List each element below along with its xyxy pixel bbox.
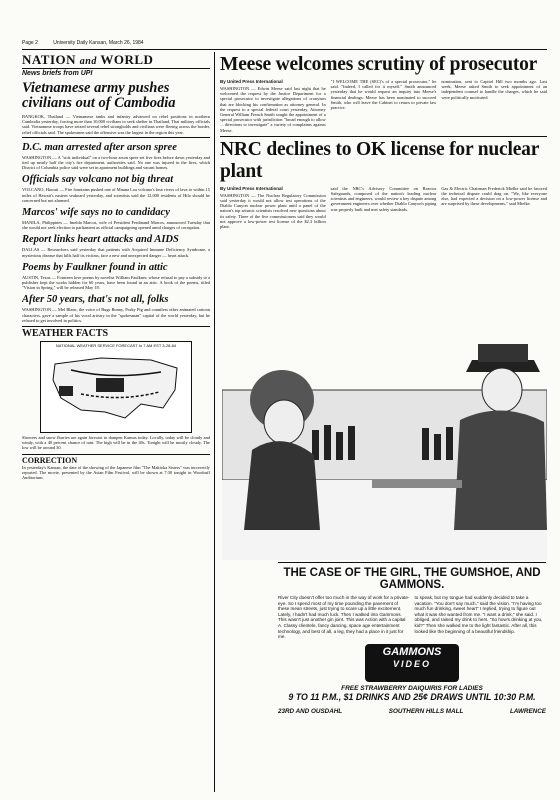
us-map-graphic [41, 342, 191, 432]
story-body: MANILA, Philippines — Imelda Marcos, wife of President Ferdinand Marcos, announced Tuesday that she would not seek election to parliament as official campaigning opened amid charges of corruption. [22, 220, 210, 231]
nrc-columns [220, 186, 547, 230]
correction-body: In yesterday's Kansan, the date of the showing of the Japanese film "The Makioka Sisters" was incorrectly reported. The movie, presented by the Asian Film Festival, will be shown at 7:30 tonight in Woodruff Auditorium. [22, 464, 210, 481]
story-headline: D.C. man arrested after arson spree [22, 141, 177, 153]
story-body: WASHINGTON — Mel Blanc, the voice of Bugs Bunny, Porky Pig and countless other animated cartoon characters, gave a sample of his vocal artistry in the "spokesman" capital of the world yesterday, but he refused to get involved in politics. [22, 307, 210, 323]
story-headline: After 50 years, that's not all, folks [22, 294, 169, 306]
story-headline: Marcos' wife says no to candidacy [22, 207, 170, 219]
story-body: WASHINGTON — A "sick individual" on a two-hour arson spree set five fires before dawn yesterday and tied up nearly half the city's fire department, authorities said. No one was injured in the fires, which District of Columbia police said were set in apartment buildings and vacant homes. [22, 154, 210, 171]
byline: By United Press International [220, 79, 283, 84]
weather-map [40, 341, 192, 433]
ad-body: River City doesn't offer too much in the way of work for a private-eye. So I spend most of my time pounding the pavement of these mean streets, just trying to scare up a little excitement. Lately, I hadn't had much luck. Then I walked into Gammons. This wasn't just another gin joint. This was Action with a capital A. Classy clientele, fancy dancing, space age entertainment technology, and best of all, a leg, they had a place in it just for me. [278, 595, 410, 640]
gammons-video-logo: GAMMONS VIDEO [365, 644, 459, 682]
ad-hours: 9 TO 11 P.M., $1 DRINKS AND 25¢ DRAWS UNTIL 10:30 P.M. [288, 691, 536, 702]
meese-headline: Meese welcomes scrutiny of prosecutor [220, 54, 538, 75]
story-body: VOLCANO, Hawaii — Fire fountains pushed one of Mauna Loa volcano's four rivers of lava to within 15 miles of Hawaii's eastern seaboard yesterday, and scientists said the 12,000 residents of Hilo should be concerned but not alarmed. [22, 187, 210, 203]
section-title: NATION and WORLD [22, 52, 210, 69]
divider [220, 136, 547, 137]
ad-body: to speak, but my tongue had suddenly decided to take a vacation. "You don't say much," said the vision. "I'm having too much fun drinking, sweet heart" I replied, trying to figure out what it was she wanted from me. "I want a drink," she said. I obliged, and raised my drink to hers. "So how's drinking at you, kid?" Then she walked me to the light fantastic. After all, this looked like the beginning of a beautiful friendship. [414, 595, 543, 634]
paper-dateline: University Daily Kansan, March 26, 1984 [53, 40, 144, 46]
nation-world-column [22, 52, 210, 792]
column-divider [214, 52, 215, 792]
story-headline: Report links heart attacks and AIDS [22, 234, 179, 246]
story-headline: Poems by Faulkner found in attic [22, 261, 168, 273]
ad-headline: THE CASE OF THE GIRL, THE GUMSHOE, AND GAMMONS. [283, 567, 541, 591]
story-body: BANGKOK, Thailand — Vietnamese tanks and infantry advanced on rebel positions in northern Cambodia yesterday, forcing more than 10,000 civilians to seek shelter in Thailand, Thai military officials said. Vietnamese troops have seized several rebel strongholds and civilians were fleeing across the border, relief officials said. The spokesmen said the offensive was the largest in the region this year. [22, 114, 210, 135]
story-body: WASHINGTON — The Nuclear Regulatory Commission said yesterday it would not allow test operations of the Diablo Canyon nuclear power plant until a panel of the nation's top seismic scientists resolved new questions about its safety. Three of the five commissioners said they would not approve a low-power test license of the $2.3 billion plant. [220, 192, 326, 230]
story-body: Gas & Electric Chairman Frederick Mielke said he favored the technical dispute could drag on. "We, like everyone else, had expected a decision on a low-power license and are surprised by these developments," said Mielke. [441, 185, 548, 207]
page-header [22, 40, 547, 50]
gammons-advertisement [278, 562, 546, 791]
ad-footer: 23RD AND OUSDAHL SOUTHERN HILLS MALL LAWRENCE [278, 707, 546, 715]
section-subtitle: News briefs from UPI [22, 70, 93, 77]
weather-body: Showers and snow flurries are again forecast to dampen Kansas today. Locally, today will be cloudy and windy, with a 40 percent chance of rain. The high will be in the 40s. Tonight will be mostly cloudy. The low will be around 30. [22, 435, 210, 451]
newspaper-page [22, 40, 547, 795]
story-body: DALLAS — Researchers said yesterday that patients with Acquired Immune Deficiency Syndrome, a mysterious disease that kills half its victims, face a new and unexpected danger — heart attack. [22, 247, 210, 258]
weather-map-caption: NATIONAL WEATHER SERVICE FORECAST to 7 AM EST 3-28-84 [55, 343, 177, 349]
right-section [220, 52, 547, 792]
story-body: AUSTIN, Texas — Fourteen love poems by novelist William Faulkner, whose refusal to pay a subsidy to a publisher kept the works hidden for 60 years, have been found in an attic. A book of the poems, titled "Vision in Spring," will be released May 18. [22, 274, 210, 291]
story-headline: Vietnamese army pushes civilians out of Cambodia [22, 80, 176, 111]
page-number: Page 2 [22, 40, 38, 46]
ad-promo: FREE STRAWBERRY DAIQUIRIS FOR LADIES [341, 684, 483, 692]
byline: By United Press International [220, 185, 283, 191]
story-headline: Officials say volcano not big threat [22, 174, 174, 186]
nrc-headline: NRC declines to OK license for nuclear plant [220, 138, 539, 182]
detective-illustration [222, 330, 547, 560]
story-body: "I WELCOME THE (SEC)'s of a special prosecutor," he said. "Indeed, I called for it myself." Smith announced yesterday that he would request an inquiry into Meese's financial dealings. Meese has been nominated to succeed Smith, who will leave the Cabinet to return to private law practice. [330, 79, 437, 111]
story-body: WASHINGTON — Edwin Meese said last night that he welcomed the request by the Justice Department for a special prosecutor to investigate allegations of cronyism that are blocking his confirmation as attorney general. In the request to a special federal court yesterday, Attorney General William French Smith sought the appointment of a special prosecutor with jurisdiction "broad enough to allow ... directions to investigate" a variety of complaints against Meese. [220, 86, 326, 133]
divider [22, 137, 210, 138]
weather-heading: WEATHER FACTS [22, 326, 210, 339]
story-body: nomination, sent to Capitol Hill two months ago. Last week, Meese asked Smith to seek appointment of an independent counsel to handle the charges, which he said were politically motivated. [441, 79, 548, 100]
story-body: said the NRC's Advisory Committee on Reactor Safeguards, composed of the nation's leading nuclear scientists and engineers, would review a key dispute among government engineers over whether Diablo Canyon's piping was properly built and met safety standards. [330, 185, 437, 212]
correction-heading: CORRECTION [22, 454, 210, 465]
meese-columns [220, 79, 547, 134]
